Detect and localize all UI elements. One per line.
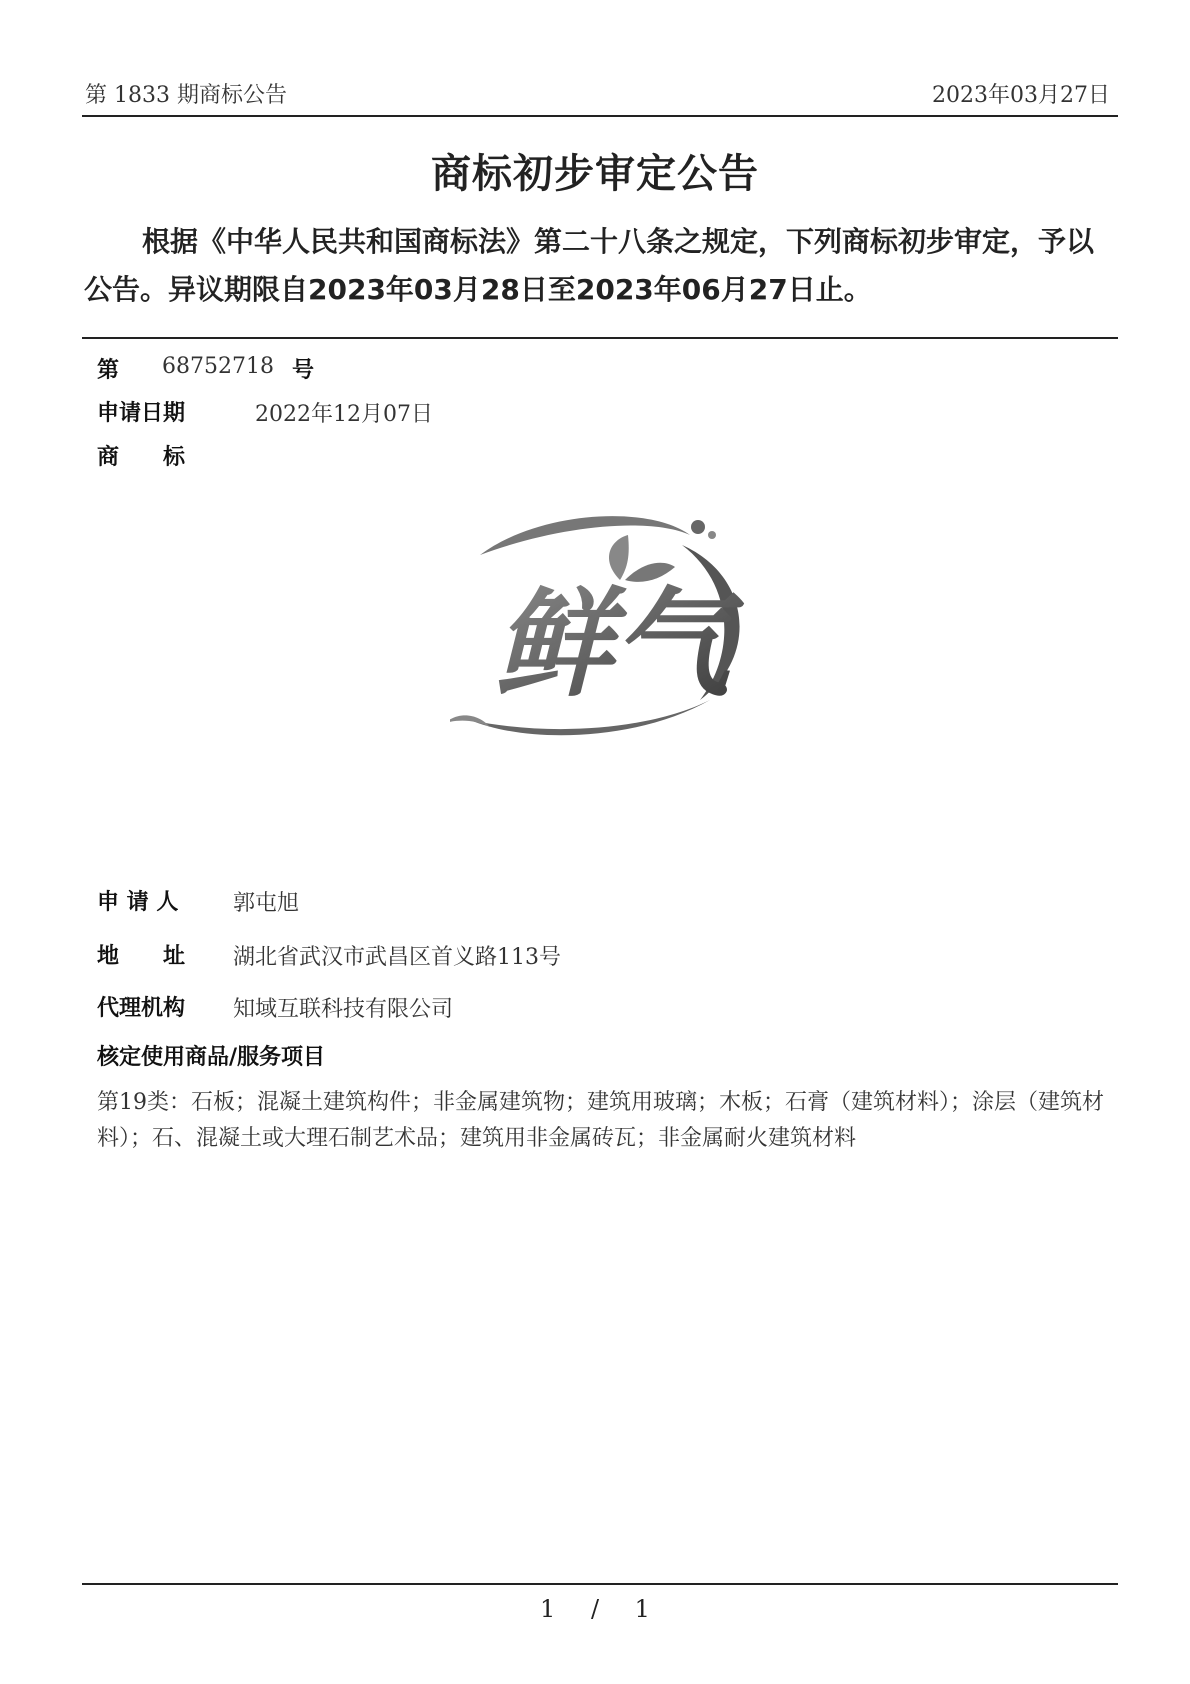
issue-number: 第 1833 期商标公告 [85, 83, 287, 108]
goods-heading: 核定使用商品/服务项目 [97, 1045, 326, 1070]
agent-value: 知域互联科技有限公司 [233, 997, 454, 1022]
trademark-logo [450, 505, 780, 750]
filing-date-label: 申请日期 [97, 401, 186, 426]
address-label: 地 址 [97, 944, 186, 969]
number-label-prefix: 第 [97, 358, 120, 383]
footer-divider [82, 1583, 1118, 1585]
publication-date: 2023年03月27日 [932, 83, 1110, 108]
page-number: 1 / 1 [540, 1595, 650, 1623]
address-value: 湖北省武汉市武昌区首义路113号 [233, 945, 561, 970]
leaf-left [609, 535, 629, 580]
agent-label: 代理机构 [97, 996, 186, 1021]
filing-date: 2022年12月07日 [255, 402, 433, 427]
bottom-swoosh-tail [450, 715, 490, 727]
top-swoosh-shape [480, 516, 690, 555]
dot-large [691, 520, 705, 534]
mark-label: 商 标 [97, 445, 186, 470]
applicant-label: 申 请 人 [97, 890, 179, 915]
trademark-text: 鲜气 [493, 575, 731, 713]
dot-small [708, 531, 716, 539]
registration-number: 68752718 [162, 354, 274, 379]
goods-list: 第19类：石板；混凝土建筑构件；非金属建筑物；建筑用玻璃；木板；石膏（建筑材料）；涂层（建筑材料）；石、混凝土或大理石制艺术品；建筑用非金属砖瓦；非金属耐火建筑材料 [97, 1090, 1104, 1151]
header-divider [82, 115, 1118, 117]
page-title: 商标初步审定公告 [431, 151, 759, 197]
number-label-suffix: 号 [292, 358, 315, 383]
applicant-name: 郭屯旭 [233, 891, 300, 916]
intro-paragraph: 根据《中华人民共和国商标法》第二十八条之规定，下列商标初步审定，予以公告。异议期限自2023年03月28日至2023年06月27日止。 [84, 225, 1095, 306]
intro-divider [82, 337, 1118, 339]
